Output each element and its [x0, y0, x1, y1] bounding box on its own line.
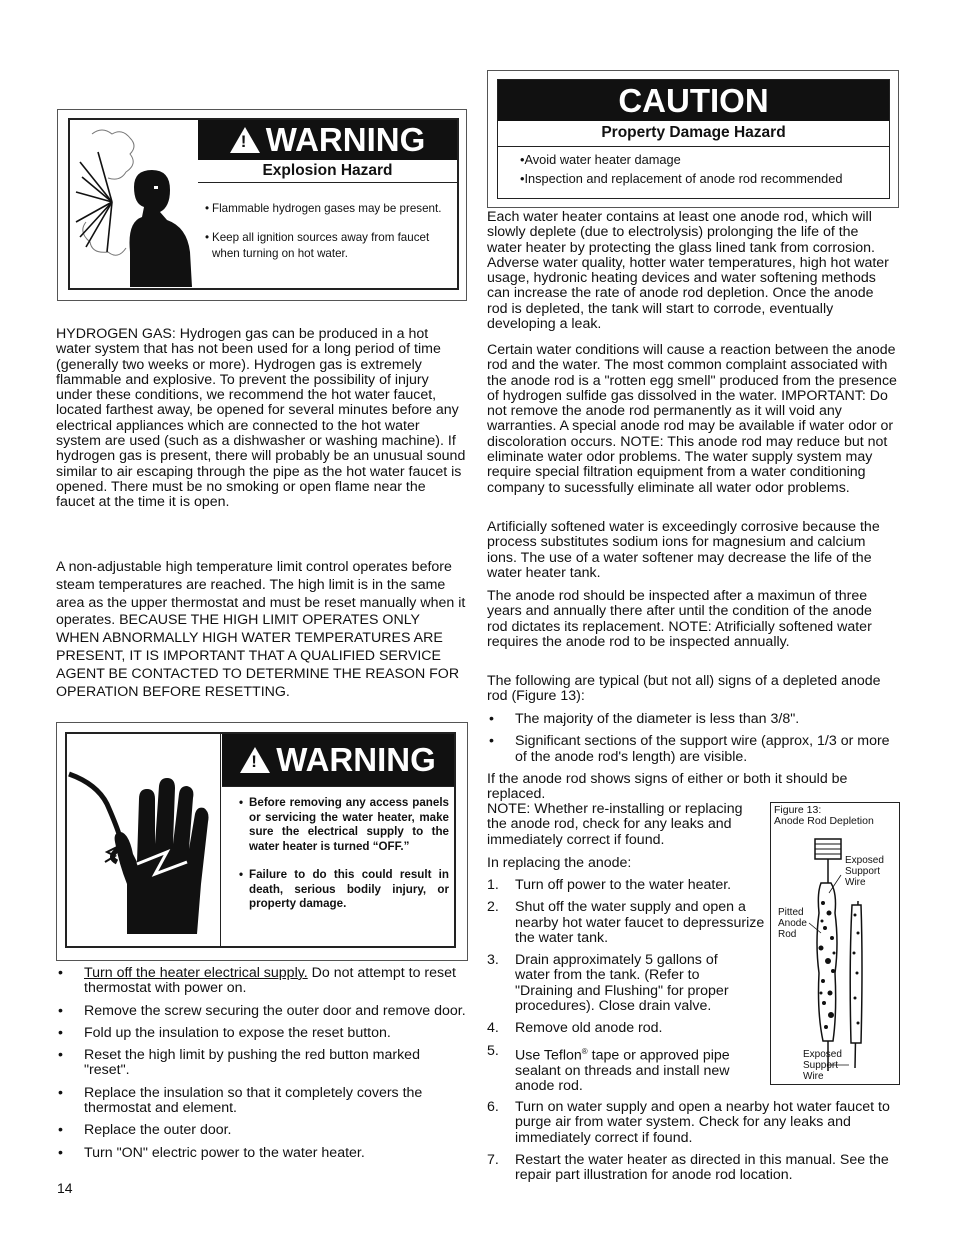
signs-intro-paragraph: The following are typical (but not all) signs of a depleted anode rod (Figure 13):	[487, 673, 881, 705]
reset-steps-list	[56, 966, 468, 1161]
replace-step	[487, 1044, 755, 1095]
replace-step	[487, 1021, 769, 1036]
step-text: Drain approximately 5 gallons of water from the tank. (Refer to "Draining and Flushing" for proper procedures). Close drain valve.	[515, 952, 729, 1015]
warning-title: WARNING	[276, 741, 436, 778]
replace-steps-list	[487, 878, 769, 1094]
step-text: Turn on water supply and open a nearby hot water faucet to purge air from water system. Check for any leaks and immediately correct if found.	[515, 1099, 890, 1146]
softened-water-paragraph: Artificially softened water is exceedingly corrosive because the process substitutes sodium ions for magnesium and calcium ions. The use of a water softener may decrease the life of the water heater tank.	[487, 519, 880, 581]
electrical-divider	[220, 734, 221, 946]
alert-triangle-icon: !	[240, 747, 270, 773]
caution-bullet: •Avoid water heater damage	[520, 152, 681, 167]
warning-bullet: • Flammable hydrogen gases may be present.	[203, 202, 453, 216]
reset-step: • Reset the high limit by pushing the red button marked "reset".	[56, 1048, 468, 1079]
warning-banner	[222, 734, 454, 786]
note-paragraph: NOTE: Whether re-installing or replacing the anode rod, check for any leaks and immediately correct if found.	[487, 801, 743, 848]
reset-step: • Remove the screw securing the outer door and remove door.	[56, 1004, 468, 1019]
replacing-intro: In replacing the anode:	[487, 855, 632, 871]
warning-subtitle: Explosion Hazard	[262, 162, 393, 179]
caution-banner: CAUTION	[498, 80, 889, 121]
warning-bullet: • Failure to do this could result in death, serious bodily injury, or property damage.	[237, 868, 449, 912]
depletion-signs-list	[487, 712, 895, 765]
label-line: Wire	[803, 1071, 824, 1082]
label-pitted	[778, 907, 807, 940]
step-text: Restart the water heater as directed in this manual. See the repair part illustration for anode rod location.	[515, 1151, 889, 1184]
replace-paragraph: If the anode rod shows signs of either or both it should be replaced.	[487, 771, 848, 803]
warning-title: WARNING	[265, 121, 426, 158]
water-conditions-paragraph: Certain water conditions will cause a reaction between the anode rod and the water. The most common complaint associated with the anode rod is a "rotten egg smell" produced from the presence of hydrogen sulfide gas dissolved in the water. IMPORTANT: Do not remove the anode rod permanently as it will void any warranties. A special anode rod may be available if water odor or discoloration occurs. NOTE: This anode rod may reduce but not eliminate water odor problems. The water supply system may require special filtration equipment from a water conditioning company to sucessfully eliminate all water odor problems.	[487, 342, 897, 496]
step-number: 1.	[487, 877, 499, 893]
warning-banner	[198, 120, 457, 160]
caution-subtitle: Property Damage Hazard	[601, 124, 786, 141]
reset-step: • Fold up the insulation to expose the reset button.	[56, 1026, 468, 1041]
step-number: 5.	[487, 1042, 499, 1059]
step-text: tape or approved pipe sealant on threads and install new anode rod.	[515, 1047, 730, 1094]
step-text: Turn off power to the water heater.	[515, 877, 732, 893]
label-line: Exposed	[845, 855, 884, 866]
replace-steps-list-continued	[487, 1100, 895, 1183]
electric-shock-hand-icon	[67, 734, 217, 946]
caution-inner	[497, 79, 890, 199]
step-text: Shut off the water supply and open a nearby hot water faucet to depressurize the water tank.	[515, 899, 765, 946]
step-number: 3.	[487, 952, 499, 969]
step-text: Remove old anode rod.	[515, 1020, 663, 1037]
label-line: Anode	[778, 918, 807, 929]
replace-step	[487, 878, 769, 893]
inspection-paragraph: The anode rod should be inspected after a maximun of three years and annually there after until the condition of the anode rod dictates its replacement. NOTE: Atrificially softened water requires the anode rod to be inspected annually.	[487, 588, 872, 650]
step-text-prefix: Use Teflon	[515, 1047, 582, 1064]
figure-caption: Anode Rod Depletion	[774, 815, 874, 827]
replace-step	[487, 1153, 895, 1184]
explosion-warning-inner	[68, 118, 459, 290]
label-line: Support	[803, 1060, 839, 1071]
label-exposed-top	[845, 855, 884, 888]
reset-step-rest: Do not attempt to reset thermostat with power on.	[84, 965, 456, 997]
label-line: Support	[845, 866, 881, 877]
explosion-person-icon	[72, 122, 197, 287]
warning-bullets	[237, 796, 449, 912]
anode-rod-illustration	[771, 803, 899, 1084]
replace-step	[487, 953, 750, 1014]
reset-step: • Replace the insulation so that it completely covers the thermostat and element.	[56, 1086, 468, 1117]
hydrogen-gas-paragraph: HYDROGEN GAS: Hydrogen gas can be produced in a hot water system that has not been used for a long period of time (generally two weeks or more). Hydrogen gas is extremely flammable and explosive. To prevent the possibility of injury under these conditions, we recommend the hot water faucet, located farthest away, be opened for several minutes before any electrical appliances which are connected to the hot water system are used (such as a dishwasher or washing machine). If hydrogen gas is present, there will probably be an unusual sound similar to air escaping through the pipe as the hot water faucet is opened. There must be no smoking or open flame near the faucet at the time it is open.	[56, 326, 466, 511]
step-number: 7.	[487, 1151, 499, 1168]
alert-triangle-icon: !	[230, 127, 260, 153]
figure-caption: Figure 13:	[774, 804, 822, 816]
page-number: 14	[57, 1180, 73, 1196]
high-limit-paragraph: A non-adjustable high temperature limit control operates before steam temperatures are reached. The high limit is in the same area as the upper thermostat and must be reset manually when it operates. BECAUSE THE HIGH LIMIT OPERATES ONLY WHEN ABNORMALLY HIGH WATER TEMPERATURES ARE PRESENT, IT IS IMPORTANT THAT A QUALIFIED SERVICE AGENT BE CONTACTED TO DETERMINE THE REASON FOR OPERATION BEFORE RESETTING.	[56, 559, 466, 700]
anode-intro-paragraph: Each water heater contains at least one anode rod, which will slowly deplete (due to electrolysis) prolonging the life of the water heater by protecting the glass lined tank from corrosion. Adverse water quality, hotter water temperatures, high hot water usage, hydronic heating devices and water softening methods can increase the rate of anode rod depletion. Once the anode rod is depleted, the tank will start to corrode, eventually developing a leak.	[487, 209, 889, 333]
label-line: Wire	[845, 877, 866, 888]
warning-bullets	[203, 202, 453, 262]
step-number: 4.	[487, 1020, 499, 1037]
reset-step	[56, 966, 468, 997]
electrical-warning-inner	[65, 732, 456, 948]
warning-bullet: • Before removing any access panels or servicing the water heater, make sure the electrical supply to the water heater is turned “OFF.”	[237, 796, 449, 854]
electrical-warning-rule	[222, 786, 454, 787]
reset-step-underlined: Turn off the heater electrical supply.	[84, 965, 308, 981]
label-exposed-bottom	[803, 1049, 842, 1082]
step-number: 2.	[487, 899, 499, 916]
depletion-sign: • Significant sections of the support wire (approx, 1/3 or more of the anode rod's length) are visible.	[487, 734, 895, 765]
replace-step	[487, 1100, 895, 1146]
reset-step: • Turn "ON" electric power to the water heater.	[56, 1146, 468, 1161]
step-number: 6.	[487, 1099, 499, 1115]
replace-step	[487, 900, 769, 946]
label-line: Pitted	[778, 907, 804, 918]
label-line: Rod	[778, 929, 797, 940]
depletion-sign: • The majority of the diameter is less than 3/8".	[487, 712, 895, 727]
caution-rule	[498, 146, 889, 147]
label-line: Exposed	[803, 1049, 842, 1060]
warning-bullet: • Keep all ignition sources away from faucet when turning on hot water.	[203, 230, 453, 262]
registered-mark: ®	[581, 1046, 588, 1056]
caution-bullet: •Inspection and replacement of anode rod recommended	[520, 171, 843, 186]
reset-step: • Replace the outer door.	[56, 1123, 468, 1138]
warning-subtitle-rule	[198, 182, 457, 183]
figure-13-box	[770, 802, 900, 1085]
